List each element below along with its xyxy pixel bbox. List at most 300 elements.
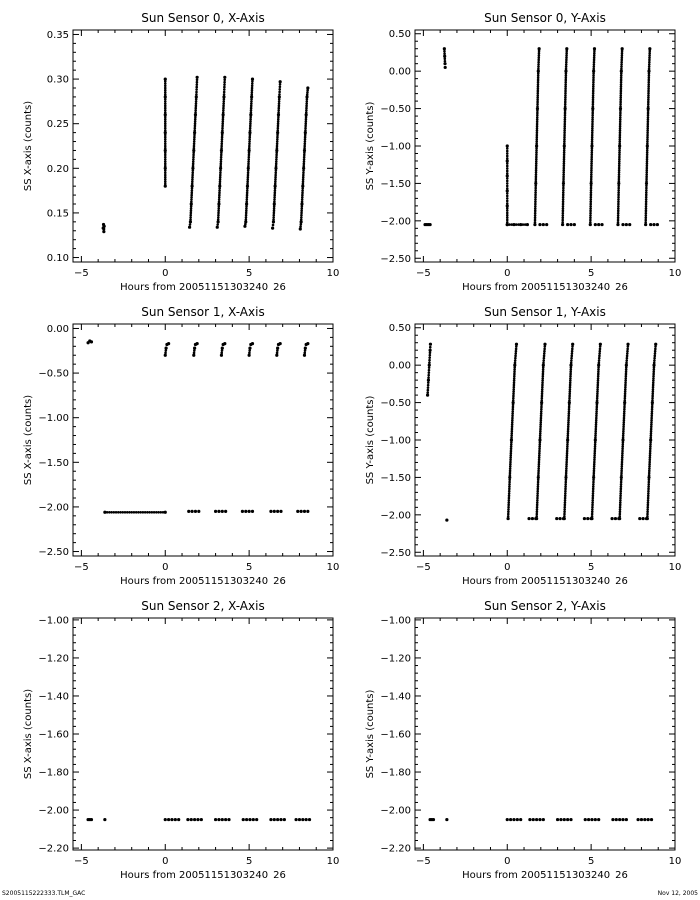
data-point bbox=[598, 359, 601, 362]
data-point bbox=[190, 212, 193, 215]
data-point bbox=[164, 109, 167, 112]
data-point bbox=[626, 352, 629, 355]
data-point bbox=[191, 180, 194, 183]
data-point bbox=[246, 180, 249, 183]
data-point bbox=[191, 171, 194, 174]
x-tick-label: 5 bbox=[245, 856, 253, 867]
y-tick-label: −2.00 bbox=[380, 510, 411, 522]
data-point bbox=[592, 494, 595, 497]
data-point bbox=[276, 818, 279, 821]
data-point bbox=[583, 517, 586, 520]
data-point bbox=[610, 517, 613, 520]
data-point bbox=[164, 100, 167, 103]
data-point bbox=[190, 196, 193, 199]
data-point bbox=[645, 189, 648, 192]
footer-date: Nov 12, 2005 bbox=[657, 890, 698, 897]
data-point bbox=[534, 200, 537, 203]
data-point bbox=[300, 207, 303, 210]
data-point bbox=[164, 174, 167, 177]
data-point bbox=[304, 140, 307, 143]
data-point bbox=[139, 511, 142, 514]
data-point bbox=[164, 87, 167, 90]
data-series bbox=[269, 818, 286, 821]
data-point bbox=[272, 218, 275, 221]
data-point bbox=[519, 818, 522, 821]
data-point bbox=[590, 189, 593, 192]
data-point bbox=[428, 364, 431, 367]
data-point bbox=[646, 506, 649, 509]
data-point bbox=[534, 191, 537, 194]
data-point bbox=[429, 354, 432, 357]
data-point bbox=[646, 510, 649, 513]
y-tick-label: −2.50 bbox=[380, 547, 411, 559]
data-point bbox=[303, 163, 306, 166]
data-point bbox=[620, 59, 623, 62]
data-point bbox=[277, 118, 280, 121]
data-series bbox=[611, 818, 628, 821]
data-point bbox=[121, 511, 124, 514]
data-point bbox=[508, 223, 511, 226]
data-point bbox=[562, 189, 565, 192]
data-point bbox=[645, 198, 648, 201]
data-point bbox=[506, 174, 509, 177]
data-point bbox=[617, 194, 620, 197]
data-point bbox=[274, 183, 277, 186]
data-point bbox=[241, 510, 244, 513]
data-point bbox=[192, 163, 195, 166]
data-series bbox=[590, 343, 602, 521]
data-point bbox=[278, 95, 281, 98]
data-point bbox=[250, 100, 253, 103]
data-point bbox=[195, 93, 198, 96]
x-tick-label: 10 bbox=[668, 562, 682, 573]
y-tick-label: −2.20 bbox=[38, 843, 69, 855]
data-series bbox=[269, 510, 282, 513]
data-point bbox=[506, 209, 509, 212]
data-series bbox=[296, 510, 309, 513]
data-point bbox=[164, 105, 167, 108]
data-point bbox=[164, 111, 167, 114]
data-point bbox=[196, 76, 199, 79]
data-series bbox=[445, 518, 448, 521]
y-tick-label: −2.20 bbox=[380, 843, 411, 855]
x-tick-label: 10 bbox=[326, 562, 340, 573]
data-point bbox=[589, 214, 592, 217]
data-point bbox=[219, 171, 222, 174]
data-series bbox=[426, 343, 432, 397]
data-point bbox=[508, 490, 511, 493]
data-series bbox=[220, 342, 227, 357]
data-point bbox=[531, 517, 534, 520]
y-tick-label: −2.00 bbox=[38, 805, 69, 817]
data-point bbox=[117, 511, 120, 514]
data-point bbox=[306, 510, 309, 513]
y-tick-label: 0.20 bbox=[46, 163, 69, 175]
data-point bbox=[250, 102, 253, 105]
data-point bbox=[251, 91, 254, 94]
data-point bbox=[194, 120, 197, 123]
data-point bbox=[514, 357, 517, 360]
data-point bbox=[427, 379, 430, 382]
data-point bbox=[279, 86, 282, 89]
data-point bbox=[569, 223, 572, 226]
data-point bbox=[620, 63, 623, 66]
data-series bbox=[187, 510, 200, 513]
data-point bbox=[193, 147, 196, 150]
data-point bbox=[597, 818, 600, 821]
data-point bbox=[303, 145, 306, 148]
data-point bbox=[536, 508, 539, 511]
data-point bbox=[654, 348, 657, 351]
data-series bbox=[589, 47, 596, 226]
data-point bbox=[249, 120, 252, 123]
data-point bbox=[593, 59, 596, 62]
data-point bbox=[536, 510, 539, 513]
data-point bbox=[645, 203, 648, 206]
data-point bbox=[302, 180, 305, 183]
data-point bbox=[562, 194, 565, 197]
data-point bbox=[508, 481, 511, 484]
data-point bbox=[255, 818, 258, 821]
data-point bbox=[128, 511, 131, 514]
data-point bbox=[274, 180, 277, 183]
data-point bbox=[506, 187, 509, 190]
data-point bbox=[277, 120, 280, 123]
data-point bbox=[153, 511, 156, 514]
data-series bbox=[86, 818, 93, 821]
data-point bbox=[506, 219, 509, 222]
data-point bbox=[164, 102, 167, 105]
data-point bbox=[506, 165, 509, 168]
data-point bbox=[647, 818, 650, 821]
data-point bbox=[186, 818, 189, 821]
data-point bbox=[222, 111, 225, 114]
data-point bbox=[619, 510, 622, 513]
data-point bbox=[562, 198, 565, 201]
data-point bbox=[197, 510, 200, 513]
data-point bbox=[246, 194, 249, 197]
y-axis-label: SS Y-axis (counts) bbox=[365, 101, 376, 191]
data-point bbox=[426, 391, 429, 394]
data-point bbox=[589, 216, 592, 219]
data-point bbox=[617, 196, 620, 199]
data-point bbox=[644, 216, 647, 219]
data-point bbox=[534, 221, 537, 224]
data-point bbox=[110, 511, 113, 514]
data-point bbox=[509, 818, 512, 821]
data-point bbox=[306, 342, 309, 345]
data-point bbox=[507, 510, 510, 513]
data-point bbox=[645, 212, 648, 215]
data-point bbox=[130, 511, 133, 514]
plot-frame bbox=[415, 30, 675, 262]
data-point bbox=[279, 510, 282, 513]
data-point bbox=[506, 150, 509, 153]
data-point bbox=[537, 65, 540, 68]
data-point bbox=[516, 818, 519, 821]
data-point bbox=[300, 214, 303, 217]
data-point bbox=[514, 352, 517, 355]
data-point bbox=[164, 107, 167, 110]
data-point bbox=[191, 189, 194, 192]
data-point bbox=[135, 511, 138, 514]
data-point bbox=[224, 818, 227, 821]
data-point bbox=[189, 216, 192, 219]
data-point bbox=[303, 352, 306, 355]
data-point bbox=[506, 214, 509, 217]
data-point bbox=[564, 492, 567, 495]
data-point bbox=[537, 61, 540, 64]
data-point bbox=[537, 485, 540, 488]
data-point bbox=[108, 511, 111, 514]
data-point bbox=[506, 167, 509, 170]
data-point bbox=[506, 204, 509, 207]
data-point bbox=[515, 350, 518, 353]
data-point bbox=[248, 818, 251, 821]
x-tick-label: 5 bbox=[245, 562, 253, 573]
data-series bbox=[636, 818, 653, 821]
data-point bbox=[617, 187, 620, 190]
data-point bbox=[248, 510, 251, 513]
data-point bbox=[515, 348, 518, 351]
data-series bbox=[506, 223, 529, 226]
data-point bbox=[598, 352, 601, 355]
data-point bbox=[625, 223, 628, 226]
y-tick-label: −1.40 bbox=[38, 691, 69, 703]
data-point bbox=[247, 171, 250, 174]
data-point bbox=[217, 510, 220, 513]
data-point bbox=[164, 163, 167, 166]
data-point bbox=[279, 83, 282, 86]
data-point bbox=[621, 223, 624, 226]
data-point bbox=[590, 196, 593, 199]
data-point bbox=[645, 194, 648, 197]
data-point bbox=[217, 218, 220, 221]
data-point bbox=[590, 187, 593, 190]
data-point bbox=[534, 210, 537, 213]
data-point bbox=[190, 818, 193, 821]
x-axis-label: Hours from 20051151303240 26 bbox=[462, 870, 628, 881]
data-point bbox=[589, 207, 592, 210]
data-point bbox=[246, 183, 249, 186]
data-point bbox=[565, 56, 568, 59]
data-point bbox=[542, 362, 545, 365]
data-point bbox=[247, 176, 250, 179]
data-point bbox=[193, 352, 196, 355]
data-point bbox=[164, 82, 167, 85]
data-point bbox=[564, 499, 567, 502]
data-point bbox=[617, 517, 620, 520]
data-point bbox=[534, 203, 537, 206]
data-point bbox=[507, 513, 510, 516]
data-point bbox=[192, 158, 195, 161]
data-point bbox=[273, 200, 276, 203]
data-point bbox=[543, 350, 546, 353]
data-point bbox=[305, 109, 308, 112]
data-point bbox=[222, 100, 225, 103]
chart-title: Sun Sensor 0, X-Axis bbox=[141, 11, 265, 25]
data-series bbox=[535, 343, 547, 521]
data-point bbox=[217, 818, 220, 821]
data-point bbox=[591, 501, 594, 504]
data-point bbox=[164, 511, 167, 514]
data-point bbox=[151, 511, 154, 514]
data-point bbox=[126, 511, 129, 514]
data-point bbox=[508, 499, 511, 502]
data-point bbox=[244, 510, 247, 513]
data-point bbox=[277, 127, 280, 130]
data-point bbox=[164, 160, 167, 163]
data-point bbox=[564, 504, 567, 507]
data-point bbox=[570, 359, 573, 362]
data-point bbox=[195, 86, 198, 89]
data-series bbox=[538, 223, 548, 226]
plot-frame bbox=[73, 30, 333, 262]
data-point bbox=[515, 223, 518, 226]
data-point bbox=[305, 105, 308, 108]
data-point bbox=[220, 160, 223, 163]
data-point bbox=[191, 176, 194, 179]
data-series bbox=[271, 80, 282, 230]
data-point bbox=[506, 157, 509, 160]
data-point bbox=[246, 198, 249, 201]
data-point bbox=[506, 216, 509, 219]
y-tick-label: −2.00 bbox=[380, 805, 411, 817]
data-point bbox=[534, 517, 537, 520]
data-point bbox=[645, 196, 648, 199]
data-series bbox=[164, 77, 167, 187]
data-point bbox=[248, 142, 251, 145]
data-point bbox=[648, 65, 651, 68]
data-point bbox=[155, 511, 158, 514]
data-point bbox=[619, 504, 622, 507]
data-point bbox=[443, 47, 446, 50]
data-point bbox=[249, 118, 252, 121]
x-tick-label: −5 bbox=[416, 562, 431, 573]
data-point bbox=[508, 488, 511, 491]
data-series bbox=[423, 223, 431, 226]
data-series bbox=[243, 77, 254, 227]
data-point bbox=[647, 494, 650, 497]
data-point bbox=[535, 513, 538, 516]
data-point bbox=[620, 61, 623, 64]
x-tick-label: 0 bbox=[162, 562, 169, 573]
data-point bbox=[428, 369, 431, 372]
data-point bbox=[645, 205, 648, 208]
data-point bbox=[251, 84, 254, 87]
data-point bbox=[194, 127, 197, 130]
data-point bbox=[276, 142, 279, 145]
x-tick-label: 0 bbox=[504, 856, 511, 867]
data-point bbox=[275, 163, 278, 166]
data-point bbox=[218, 200, 221, 203]
data-point bbox=[427, 374, 430, 377]
data-point bbox=[573, 223, 576, 226]
data-point bbox=[592, 488, 595, 491]
data-point bbox=[249, 122, 252, 125]
data-point bbox=[249, 125, 252, 128]
data-point bbox=[115, 511, 118, 514]
data-point bbox=[528, 818, 531, 821]
data-point bbox=[279, 818, 282, 821]
data-point bbox=[272, 224, 275, 227]
data-point bbox=[534, 196, 537, 199]
data-point bbox=[536, 501, 539, 504]
x-tick-label: 0 bbox=[162, 856, 169, 867]
data-point bbox=[164, 120, 167, 123]
data-point bbox=[276, 147, 279, 150]
data-point bbox=[299, 225, 302, 228]
chart-panel-0 bbox=[23, 11, 339, 293]
data-point bbox=[506, 159, 509, 162]
data-point bbox=[537, 481, 540, 484]
data-point bbox=[618, 818, 621, 821]
data-point bbox=[251, 82, 254, 85]
data-point bbox=[591, 513, 594, 516]
data-point bbox=[220, 158, 223, 161]
data-point bbox=[245, 218, 248, 221]
data-point bbox=[536, 492, 539, 495]
data-point bbox=[652, 223, 655, 226]
data-point bbox=[584, 818, 587, 821]
data-point bbox=[506, 182, 509, 185]
data-point bbox=[566, 818, 569, 821]
data-point bbox=[589, 210, 592, 213]
y-tick-label: 0.30 bbox=[46, 74, 69, 86]
data-point bbox=[164, 178, 167, 181]
data-point bbox=[251, 87, 254, 90]
data-point bbox=[220, 142, 223, 145]
data-point bbox=[303, 510, 306, 513]
y-tick-label: −2.50 bbox=[380, 253, 411, 265]
data-point bbox=[563, 510, 566, 513]
data-point bbox=[189, 223, 192, 226]
data-point bbox=[506, 200, 509, 203]
data-point bbox=[305, 100, 308, 103]
data-point bbox=[300, 216, 303, 219]
data-point bbox=[250, 105, 253, 108]
data-point bbox=[589, 205, 592, 208]
data-point bbox=[648, 52, 651, 55]
data-point bbox=[214, 818, 217, 821]
data-point bbox=[571, 352, 574, 355]
data-point bbox=[218, 192, 221, 195]
y-axis-label: SS X-axis (counts) bbox=[23, 100, 34, 192]
data-point bbox=[536, 497, 539, 500]
data-point bbox=[621, 818, 624, 821]
data-point bbox=[164, 77, 167, 80]
data-point bbox=[167, 818, 170, 821]
data-point bbox=[538, 818, 541, 821]
data-point bbox=[566, 223, 569, 226]
data-point bbox=[445, 518, 448, 521]
data-point bbox=[645, 214, 648, 217]
data-point bbox=[648, 59, 651, 62]
data-point bbox=[277, 109, 280, 112]
data-point bbox=[514, 359, 517, 362]
data-point bbox=[654, 352, 657, 355]
data-point bbox=[592, 481, 595, 484]
data-point bbox=[164, 127, 167, 130]
chart-title: Sun Sensor 2, Y-Axis bbox=[484, 599, 606, 613]
data-point bbox=[247, 163, 250, 166]
data-series bbox=[216, 76, 227, 229]
x-axis-label: Hours from 20051151303240 26 bbox=[120, 282, 286, 293]
data-point bbox=[626, 355, 629, 358]
data-point bbox=[534, 189, 537, 192]
data-point bbox=[563, 818, 566, 821]
data-point bbox=[275, 165, 278, 168]
